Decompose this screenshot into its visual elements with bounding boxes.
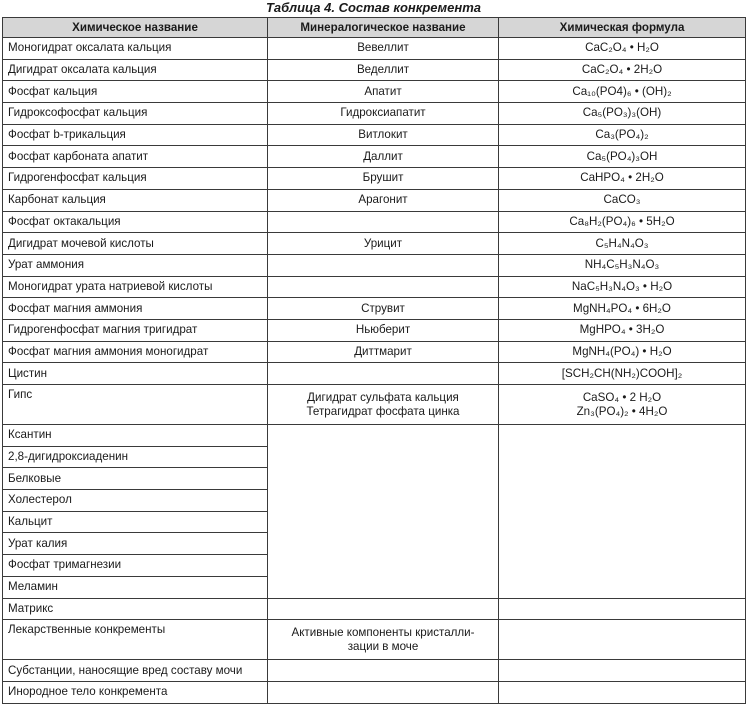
chemical-name-cell: Фосфат b-трикальция xyxy=(3,124,268,146)
table-row xyxy=(3,103,746,125)
mineral-name-cell: Струвит xyxy=(268,298,499,320)
formula-cell: CaC₂O₄ • 2H₂O xyxy=(499,59,746,81)
formula-cell: CaHPO₄ • 2H₂O xyxy=(499,168,746,190)
formula-cell: C₅H₄N₄O₃ xyxy=(499,233,746,255)
table-row xyxy=(3,276,746,298)
table-row xyxy=(3,425,746,447)
chemical-name-cell: Гипс xyxy=(3,385,268,425)
mineral-name-cell xyxy=(268,363,499,385)
mineral-line: Активные компоненты кристалли- xyxy=(291,625,475,639)
chemical-name-cell: Урат калия xyxy=(3,533,268,555)
header-mineral-name: Минералогическое название xyxy=(268,18,499,38)
gypsum-row xyxy=(3,385,746,425)
chemical-name-cell: Цистин xyxy=(3,363,268,385)
formula-empty-block xyxy=(499,425,746,599)
table-row xyxy=(3,189,746,211)
mineral-name-empty-block xyxy=(268,425,499,599)
mineral-name-cell: Даллит xyxy=(268,146,499,168)
formula-cell xyxy=(499,660,746,682)
table-row xyxy=(3,81,746,103)
chemical-name-cell: Субстанции, наносящие вред составу мочи xyxy=(3,660,268,682)
formula-cell: Ca₅(PO₄)₃OH xyxy=(499,146,746,168)
header-formula: Химическая формула xyxy=(499,18,746,38)
formula-cell xyxy=(499,598,746,620)
chemical-name-cell: Фосфат магния аммония моногидрат xyxy=(3,341,268,363)
table-row xyxy=(3,233,746,255)
formula-cell: Ca₈H₂(PO₄)₆ • 5H₂O xyxy=(499,211,746,233)
chemical-name-cell: Фосфат магния аммония xyxy=(3,298,268,320)
mineral-name-cell: Веделлит xyxy=(268,59,499,81)
chemical-name-cell: Лекарственные конкременты xyxy=(3,620,268,660)
mineral-name-cell: Диттмарит xyxy=(268,341,499,363)
chemical-name-cell: Моногидрат оксалата кальция xyxy=(3,38,268,60)
table-row xyxy=(3,254,746,276)
table-row xyxy=(3,363,746,385)
formula-line: CaSO₄ • 2 H₂O xyxy=(582,390,662,404)
mineral-line: зации в моче xyxy=(347,639,419,653)
formula-cell: [SCH₂CH(NH₂)COOH]₂ xyxy=(499,363,746,385)
chemical-name-cell: Гидрогенфосфат кальция xyxy=(3,168,268,190)
chemical-name-cell: Карбонат кальция xyxy=(3,189,268,211)
mineral-name-cell xyxy=(268,254,499,276)
mineral-name-cell: Витлокит xyxy=(268,124,499,146)
mineral-line: Дигидрат сульфата кальция xyxy=(307,390,459,404)
table-row xyxy=(3,319,746,341)
formula-cell: CaC₂O₄ • H₂O xyxy=(499,38,746,60)
mineral-name-cell xyxy=(268,385,499,425)
mineral-name-cell: Урицит xyxy=(268,233,499,255)
formula-cell: MgHPO₄ • 3H₂O xyxy=(499,319,746,341)
chemical-name-cell: Дигидрат мочевой кислоты xyxy=(3,233,268,255)
formula-cell: Ca₃(PO₄)₂ xyxy=(499,124,746,146)
table-row xyxy=(3,341,746,363)
table-row xyxy=(3,124,746,146)
formula-cell: MgNH₄PO₄ • 6H₂O xyxy=(499,298,746,320)
formula-cell: NaC₅H₃N₄O₃ • H₂O xyxy=(499,276,746,298)
table-row xyxy=(3,211,746,233)
table-row xyxy=(3,59,746,81)
chemical-name-cell: Кальцит xyxy=(3,511,268,533)
table-row xyxy=(3,598,746,620)
mineral-line: Тетрагидрат фосфата цинка xyxy=(306,404,460,418)
mineral-name-cell: Апатит xyxy=(268,81,499,103)
mineral-name-cell: Гидроксиапатит xyxy=(268,103,499,125)
chemical-name-cell: Моногидрат урата натриевой кислоты xyxy=(3,276,268,298)
chemical-name-cell: 2,8-дигидроксиаденин xyxy=(3,446,268,468)
formula-line: Zn₃(PO₄)₂ • 4H₂O xyxy=(576,404,668,418)
table-row xyxy=(3,38,746,60)
chemical-name-cell: Гидрогенфосфат магния тригидрат xyxy=(3,319,268,341)
mineral-name-cell: Брушит xyxy=(268,168,499,190)
mineral-name-cell xyxy=(268,598,499,620)
mineral-name-cell: Вевеллит xyxy=(268,38,499,60)
drugs-row xyxy=(3,620,746,660)
chemical-name-cell: Меламин xyxy=(3,576,268,598)
table-row xyxy=(3,298,746,320)
mineral-name-cell: Ньюберит xyxy=(268,319,499,341)
chemical-name-cell: Белковые xyxy=(3,468,268,490)
header-chemical-name: Химическое название xyxy=(3,18,268,38)
composition-table xyxy=(2,17,746,704)
chemical-name-cell: Матрикс xyxy=(3,598,268,620)
formula-cell: MgNH₄(PO₄) • H₂O xyxy=(499,341,746,363)
table-caption: Таблица 4. Состав конкремента xyxy=(265,0,482,15)
chemical-name-cell: Инородное тело конкремента xyxy=(3,681,268,703)
header-row xyxy=(3,18,746,38)
chemical-name-cell: Ксантин xyxy=(3,425,268,447)
chemical-name-cell: Фосфат кальция xyxy=(3,81,268,103)
mineral-name-cell: Арагонит xyxy=(268,189,499,211)
mineral-name-cell xyxy=(268,660,499,682)
chemical-name-cell: Фосфат октакальция xyxy=(3,211,268,233)
formula-cell: CaCO₃ xyxy=(499,189,746,211)
chemical-name-cell: Холестерол xyxy=(3,490,268,512)
mineral-name-cell xyxy=(268,211,499,233)
formula-cell xyxy=(499,385,746,425)
chemical-name-cell: Фосфат карбоната апатит xyxy=(3,146,268,168)
mineral-name-cell xyxy=(268,620,499,660)
formula-cell: Ca₁₀(PO4)₆ • (OH)₂ xyxy=(499,81,746,103)
formula-cell: Ca₅(PO₃)₃(OH) xyxy=(499,103,746,125)
table-row xyxy=(3,146,746,168)
chemical-name-cell: Урат аммония xyxy=(3,254,268,276)
chemical-name-cell: Гидроксофосфат кальция xyxy=(3,103,268,125)
table-row xyxy=(3,168,746,190)
table-row xyxy=(3,660,746,682)
chemical-name-cell: Фосфат тримагнезии xyxy=(3,555,268,577)
formula-cell xyxy=(499,620,746,660)
formula-cell: NH₄C₅H₃N₄O₃ xyxy=(499,254,746,276)
chemical-name-cell: Дигидрат оксалата кальция xyxy=(3,59,268,81)
mineral-name-cell xyxy=(268,276,499,298)
